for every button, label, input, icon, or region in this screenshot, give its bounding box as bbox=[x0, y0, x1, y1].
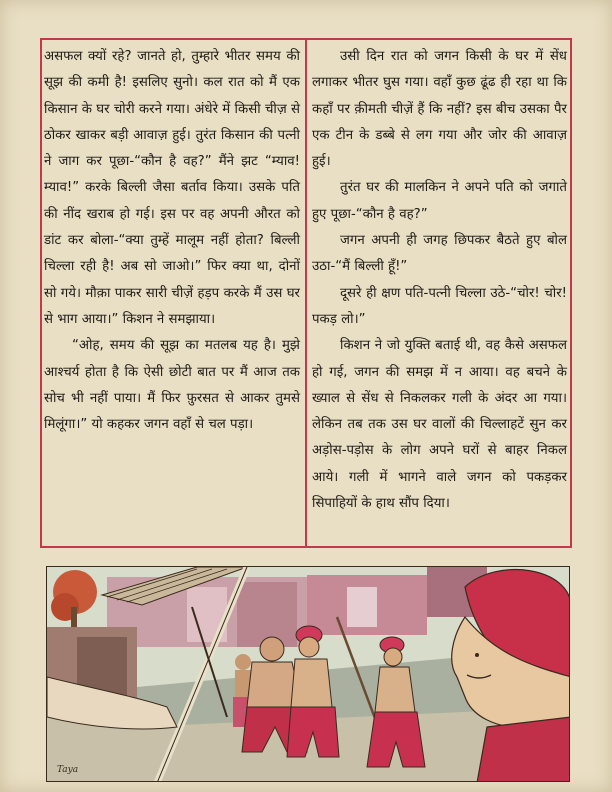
story-illustration bbox=[46, 566, 570, 782]
illustration-scene bbox=[47, 567, 570, 782]
paragraph: जगन अपनी ही जगह छिपकर बैठते हुए बोल उठा-“मैं बिल्ली हूँ!” bbox=[312, 233, 567, 275]
paragraph: किशन ने जो युक्ति बताई थी, वह कैसे असफल हो गई, जगन की समझ में न आया। वह बचने के ख्याल से सेंध से निकलकर गली के अंदर आ गया। लेकिन तब तक उस घर वालों की चिल्लाहटें सुन कर अड़ोस-पड़ोस के लोग अपने घरों से बाहर निकल आये। गली में भागने वाले जगन को पकड़कर सिपाहियों के हाथ सौंप दिया। bbox=[312, 338, 567, 512]
column-divider bbox=[305, 38, 307, 548]
paragraph: तुरंत घर की मालकिन ने अपने पति को जगाते हुए पूछा-“कौन है वह?” bbox=[312, 180, 567, 222]
artist-signature: Taya bbox=[57, 765, 79, 775]
right-column bbox=[312, 44, 567, 517]
paragraph: असफल क्यों रहे? जानते हो, तुम्हारे भीतर समय की सूझ की कमी है! इसलिए सुनो। कल रात को मैं एक किसान के घर चोरी करने गया। अंधेरे में किसी चीज़ से ठोकर खाकर बड़ी आवाज़ हुई। तुरंत किसान की पत्नी ने जाग कर पूछा-“कौन है वह?” मैंने झट “म्याव! म्याव!” करके बिल्ली जैसा बर्ताव किया। उसके पति की नींद खराब हो गई। इस पर वह अपनी औरत को डांट कर बोला-“क्या तुम्हें मालूम नहीं होता? बिल्ली चिल्ला रही है! अब सो जाओ।” फिर क्या था, दोनों सो गये। मौक़ा पाकर सारी चीज़ें हड़प करके मैं उस घर से भाग आया।” किशन ने समझाया। bbox=[44, 49, 300, 327]
left-column bbox=[44, 44, 300, 438]
paragraph: उसी दिन रात को जगन किसी के घर में सेंध लगाकर भीतर घुस गया। वहाँ कुछ ढूंढ ही रहा था कि कहाँ पर क़ीमती चीज़ें हैं कि नहीं? इस बीच उसका पैर एक टीन के डब्बे से लग गया और जोर की आवाज़ हुई। bbox=[312, 49, 567, 170]
paragraph: दूसरे ही क्षण पति-पत्नी चिल्ला उठे-“चोर! चोर! पकड़ लो।” bbox=[312, 285, 567, 327]
paragraph: “ओह, समय की सूझ का मतलब यह है। मुझे आश्चर्य होता है कि ऐसी छोटी बात पर मैं आज तक सोच भी नहीं पाया। मैं फिर फ़ुरसत से आकर तुमसे मिलूंगा।” यो कहकर जगन वहाँ से चल पड़ा। bbox=[44, 338, 300, 433]
